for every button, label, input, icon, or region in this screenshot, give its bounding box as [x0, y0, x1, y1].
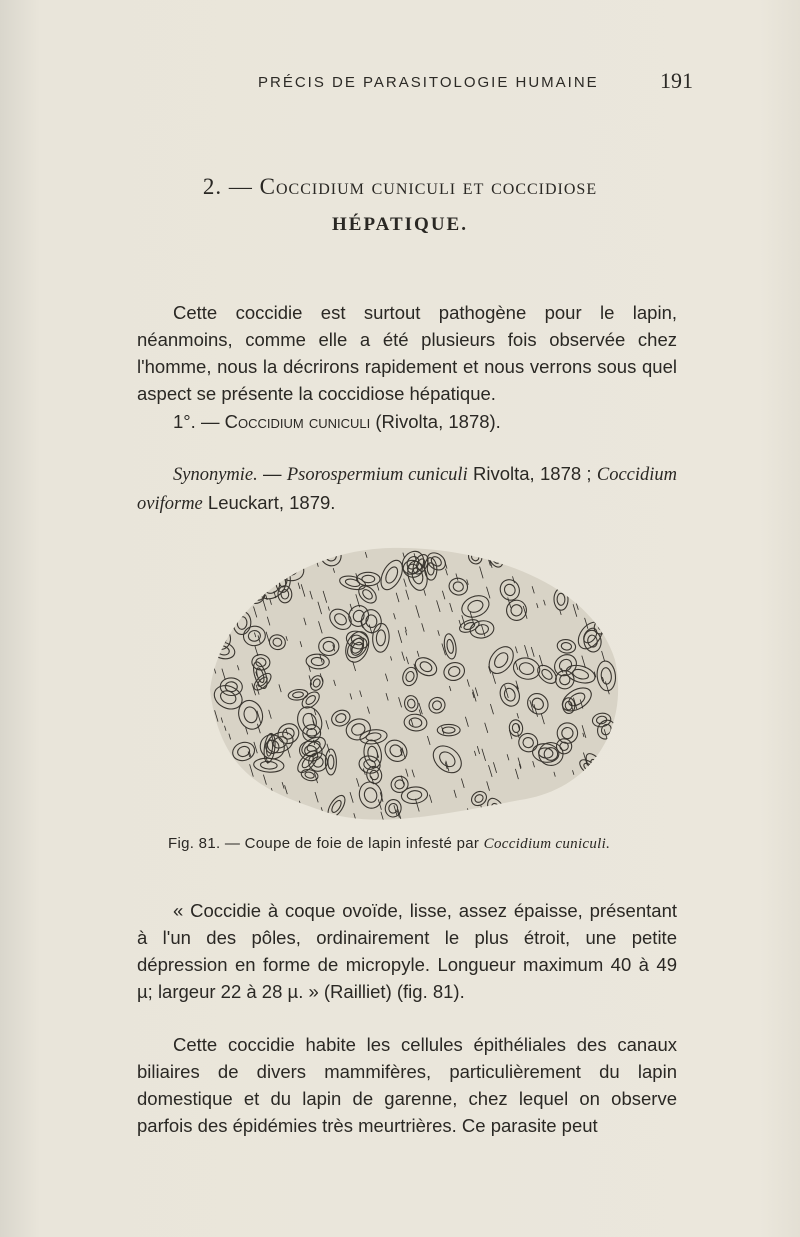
running-title: PRÉCIS DE PARASITOLOGIE HUMAINE	[258, 74, 599, 91]
hatch-stroke	[576, 582, 579, 592]
coccidium-nucleus	[215, 633, 226, 645]
hatch-stroke	[522, 567, 523, 571]
hatch-stroke	[218, 821, 220, 828]
coccidium-cell	[576, 569, 599, 588]
hatch-stroke	[607, 807, 610, 816]
coccidium-cell	[243, 565, 262, 581]
section-subtitle: HÉPATIQUE.	[332, 214, 468, 235]
caption-prefix: Fig. 81. — Coupe de foie de lapin infesté par	[168, 835, 484, 852]
hatch-stroke	[216, 768, 217, 772]
hatch-stroke	[521, 803, 522, 808]
hatch-stroke	[252, 554, 254, 560]
paragraph-intro: Cette coccidie est surtout pathogène pour le lapin, néanmoins, comme elle a été plusieurs fois observée chez l'homme, nous la décrirons rapidement et nous verrons sous quel aspect se présente la coccidiose hépatique.	[137, 301, 677, 404]
synonym-text-1: Rivolta, 1878 ;	[467, 463, 597, 484]
figure-caption	[168, 835, 688, 853]
coccidium-cell	[242, 554, 269, 582]
hatch-stroke	[419, 817, 421, 824]
hatch-stroke	[213, 724, 215, 730]
hatch-stroke	[284, 566, 286, 572]
hatch-stroke	[220, 592, 223, 601]
hatch-stroke	[307, 809, 309, 814]
coccidium-cell	[275, 542, 293, 569]
hatch-stroke	[538, 821, 541, 830]
hatch-stroke	[211, 606, 214, 616]
coccidium-nucleus	[248, 560, 263, 575]
hatch-stroke	[520, 816, 523, 826]
coccidium-nucleus	[279, 548, 289, 563]
hatch-stroke	[239, 611, 241, 616]
hatch-stroke	[252, 567, 255, 578]
coccidium-cell	[582, 783, 613, 818]
coccidium-cell	[213, 576, 239, 602]
hatch-stroke	[605, 755, 609, 767]
hatch-stroke	[578, 596, 580, 602]
coccidium-cell	[601, 550, 617, 567]
coccidium-nucleus	[522, 813, 533, 823]
synonymy-dash: —	[257, 463, 287, 484]
coccidium-nucleus	[597, 551, 606, 562]
hatch-stroke	[535, 566, 538, 577]
coccidium-cell	[593, 546, 610, 566]
synonymy-paragraph	[137, 460, 677, 518]
synonymy-label: Synonymie.	[173, 465, 258, 485]
hatch-stroke	[494, 821, 497, 830]
hatch-stroke	[390, 822, 392, 827]
synonym-text-2: Leuckart, 1879.	[202, 492, 336, 513]
hatch-stroke	[608, 558, 611, 569]
hatch-stroke	[600, 599, 602, 604]
hatch-stroke	[542, 816, 544, 822]
hatch-stroke	[552, 800, 555, 811]
coccidium-nucleus	[218, 582, 232, 596]
subheading-rest: (Rivolta, 1878).	[375, 411, 501, 432]
figure-liver-section	[190, 540, 630, 830]
hatch-stroke	[241, 580, 243, 586]
coccidium-nucleus	[581, 573, 594, 583]
subheading-number: 1°. —	[173, 411, 220, 432]
coccidium-cell	[517, 808, 536, 827]
hatch-stroke	[264, 796, 266, 802]
section-title	[0, 170, 800, 242]
hatch-stroke	[260, 582, 262, 588]
synonym-name-1: Psorospermium cuniculi	[286, 465, 468, 485]
hatch-stroke	[216, 762, 218, 770]
coccidium-nucleus	[589, 791, 606, 810]
hatch-stroke	[578, 813, 579, 818]
hatch-stroke	[217, 769, 220, 780]
subheading	[137, 408, 677, 435]
hatch-stroke	[240, 551, 243, 560]
liver-section-illustration	[190, 540, 630, 830]
page-number: 191	[660, 68, 693, 93]
running-head	[0, 68, 800, 98]
hatch-stroke	[583, 559, 586, 571]
hatch-stroke	[584, 784, 588, 796]
hatch-stroke	[211, 665, 213, 672]
paragraph-habitat: Cette coccidie habite les cellules épithéliales des canaux biliaires de divers mammifères, particulièrement du lapin domestique et du lapin de garenne, chez lequel on observe parfois des épidémies très meurtrières. Ce parasite peut	[137, 1033, 677, 1136]
hatch-stroke	[599, 573, 602, 584]
hatch-stroke	[598, 593, 601, 602]
hatch-stroke	[550, 559, 551, 563]
subheading-name: Coccidium cuniculi	[224, 411, 371, 432]
hatch-stroke	[251, 790, 253, 796]
hatch-stroke	[217, 621, 221, 633]
caption-species: Coccidium cuniculi.	[483, 836, 611, 852]
hatch-stroke	[221, 609, 223, 615]
hatch-stroke	[225, 560, 229, 573]
coccidium-nucleus	[589, 758, 605, 776]
coccidium-nucleus	[582, 762, 595, 774]
synonym-name-2: Coccidium oviforme	[137, 465, 678, 514]
hatch-stroke	[251, 803, 255, 815]
hatch-stroke	[235, 558, 238, 569]
hatch-stroke	[253, 594, 255, 599]
hatch-stroke	[414, 822, 415, 826]
hatch-stroke	[218, 644, 220, 649]
hatch-stroke	[243, 566, 247, 578]
coccidium-nucleus	[605, 554, 614, 563]
hatch-stroke	[598, 785, 599, 789]
hatch-stroke	[219, 779, 221, 786]
hatch-stroke	[211, 613, 215, 626]
hatch-stroke	[512, 557, 514, 564]
coccidium-nucleus	[247, 569, 257, 578]
paragraph-description: « Coccidie à coque ovoïde, lisse, assez épaisse, présentant à l'un des pôles, ordinairement le plus étroit, une petite dépression en forme de micropyle. Longueur maximum 40 à 49 µ; largeur 22 à 28 µ. » (Railliet) (fig. 81).	[137, 899, 677, 1002]
section-title-text: Coccidium cuniculi et coccidiose	[259, 174, 598, 199]
section-title-line	[0, 170, 800, 204]
section-number: 2. —	[202, 174, 253, 199]
coccidium-nucleus	[251, 584, 263, 597]
hatch-stroke	[231, 792, 233, 797]
